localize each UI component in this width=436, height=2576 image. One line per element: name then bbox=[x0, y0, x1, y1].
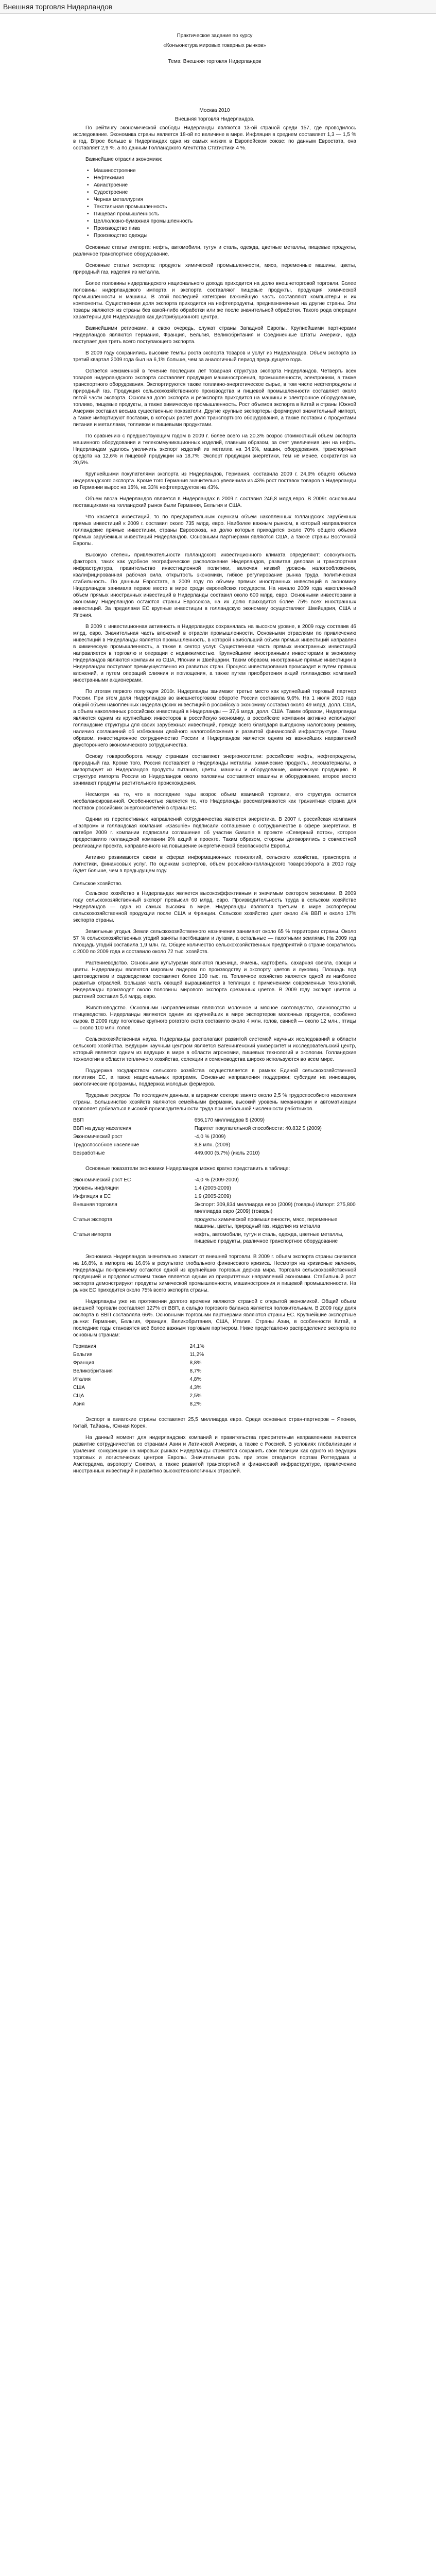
trade-row-label: Статьи импорта bbox=[73, 1232, 111, 1238]
paragraph: Земельные угодья. Земли сельскохозяйственного назначения занимают около 65 % территории страны. Около 57 % сельскохозяйственных угодий заняты пастбищами и лугами, а остальные — пахотными землями. На 2009 год площадь угодий составила 1,9 млн. га. Общее количество сельскохозяйственных предприятий в стране сократилось с 2000 по 2009 года и составило около 72 тыс. хозяйств. bbox=[73, 929, 356, 955]
partner-row-label: СЦА bbox=[73, 1393, 84, 1399]
industry-label: Производство пива bbox=[94, 226, 140, 231]
table-intro: Основные показатели экономики Нидерландов можно кратко представить в таблице: bbox=[85, 1166, 290, 1172]
industry-label: Целлюлозно-бумажная промышленность bbox=[94, 218, 193, 224]
stat-row-value: 656,170 миллиардов $ (2009) bbox=[194, 1117, 265, 1123]
trade-row-value: продукты химической промышленности, мясо, переменные машины, цветы, природный газ, изделия из металла bbox=[194, 1217, 338, 1229]
paragraph: Растениеводство. Основными культурами являются пшеница, ячмень, картофель, сахарная свекла, овощи и цветы. Нидерланды являются мировым лидером по производству и экспорту цветов и луковиц. Площадь под цветоводством и садоводством составляет более 100 тыс. га. Тепличное хозяйство является одной из наиболее развитых отраслей. Большая часть овощей выращивается в теплицах с применением современных технологий. Нидерланды производят около половины мирового экспорта срезанных цветов. В 2009 году экспорт цветов и растений составил 5,4 млрд. евро. bbox=[73, 960, 356, 999]
partner-row-value: 2,5% bbox=[189, 1393, 202, 1399]
trade-row-label: Внешняя торговля bbox=[73, 1202, 117, 1208]
paragraph: Поддержка государством сельского хозяйства осуществляется в рамках Единой сельскохозяйственной политики ЕС, а также национальных программ. Основные направления поддержки: субсидии на инновации, экологические программы, поддержка молодых фермеров. bbox=[73, 1068, 356, 1087]
partner-row bbox=[73, 1401, 356, 1409]
paragraph: Нидерланды уже на протяжении долгого времени являются страной с открытой экономикой. Общий объем внешней торговли составляет 127% от ВВП, а сальдо торгового баланса является положительным. В 2009 году доля экспорта в ВВП составляла 66%. Основными торговыми партнерами являются страны ЕС. Крупнейшие экспортные рынки: Германия, Бельгия, Франция, Великобритания, США, Италия. Страны Азии, в особенности Китай, в последние годы становятся всё более важным торговым партнером. Ниже представлено распределение экспорта по основным странам: bbox=[73, 1299, 356, 1338]
partner-row-value: 8,8% bbox=[189, 1360, 202, 1366]
paragraph: Несмотря на то, что в последние годы возрос объем взаимной торговли, его структура остается несбалансированной. Особенностью является то, что Нидерланды рассматриваются как транзитная страна для поставок российских энергоносителей в страны ЕС. bbox=[73, 792, 356, 811]
paragraph: Остается неизменной в течение последних лет товарная структура экспорта Нидерландов. Четверть всех товаров нидерландского экспорта составляет продукция машиностроения, промышленности, электроники, а также транспортного оборудования. Экспортируются также топливно-энергетическое сырье, в том числе нефтепродукты и природный газ. Продукция сельскохозяйственного производства и пищевой промышленности составляет около пятой части экспорта. Основная доля экспорта и реэкспорта приходится на машины и электронное оборудование, топливо, пищевые продукты, а также химическую промышленность. Рост объемов экспорта в Китай и страны Южной Америки составил весьма существенные показатели. Другие крупные экспортеры формируют значительный импорт, а также импортируют поставки, в которых растет доля транспортного оборудования, а также поставки с продуктами питания и металлами, топливом и пищевыми продуктами. bbox=[73, 368, 356, 428]
trade-row bbox=[73, 1185, 356, 1193]
partner-row-label: Германия bbox=[73, 1344, 96, 1349]
stat-row-label: Безработные bbox=[73, 1150, 105, 1156]
trade-row-label: Экономический рост ЕС bbox=[73, 1177, 131, 1183]
partner-row bbox=[73, 1384, 356, 1393]
paragraph: По сравнению с предшествующим годом в 2009 г. более всего на 20,3% возрос стоимостный объем экспорта машинного оборудования и телекоммуникационных изделий, главным образом, за счет увеличения цен на нефть. Нидерландам удалось увеличить экспорт изделий из металла на 34,9%, машин, оборудования, транспортных средств на 12,6% и пищевой продукции на 18,7%. Экспорт продукции энергетики, тем не менее, сократился на 20,5%. bbox=[73, 433, 356, 466]
industry-label: Текстильная промышленность bbox=[94, 204, 167, 210]
bullet-icon: • bbox=[87, 226, 89, 231]
trade-row-value: нефть, автомобили, тутун и сталь, одежда, цветные металлы, пищевые продукты, различное транспортное оборудование bbox=[194, 1232, 344, 1244]
trade-row-label: Уровень инфляции bbox=[73, 1185, 119, 1191]
stat-row bbox=[73, 1142, 356, 1150]
page-title: Внешняя торговля Нидерландов bbox=[3, 3, 113, 11]
bullet-icon: • bbox=[87, 211, 89, 217]
partner-row-label: Франция bbox=[73, 1360, 94, 1366]
bullet-icon: • bbox=[87, 175, 89, 181]
industry-item bbox=[87, 232, 356, 239]
bullet-icon: • bbox=[87, 233, 89, 239]
paragraph: Животноводство. Основными направлениями являются молочное и мясное скотоводство, свиноводство и птицеводство. Нидерланды являются одним из крупнейших в мире экспортеров молочных продуктов, особенно сыров. В 2009 году поголовье крупного рогатого скота составило около 4 млн. голов, свиней — около 12 млн., птицы — около 100 млн. голов. bbox=[73, 1005, 356, 1031]
industry-item bbox=[87, 175, 356, 181]
trade-row bbox=[73, 1193, 356, 1201]
title-block bbox=[73, 32, 356, 65]
intro-section bbox=[73, 125, 356, 163]
partner-row-label: Азия bbox=[73, 1401, 85, 1407]
trade-row bbox=[73, 1231, 356, 1246]
document-body bbox=[73, 32, 356, 1475]
trade-row-value: 1,4 (2005-2009) bbox=[194, 1185, 231, 1191]
trade-row bbox=[73, 1177, 356, 1185]
bullet-icon: • bbox=[87, 218, 89, 224]
stat-row-value: -4,0 % (2009) bbox=[194, 1134, 226, 1140]
industry-item bbox=[87, 218, 356, 225]
partner-row-label: Италия bbox=[73, 1377, 91, 1382]
trade-row-value: 1,9 (2005-2009) bbox=[194, 1194, 231, 1199]
trade-row bbox=[73, 1216, 356, 1231]
page-header bbox=[0, 0, 436, 14]
paragraph: Основные статьи экспорта: продукты химической промышленности, мясо, переменные машины, цветы, природный газ, изделия из металла. bbox=[73, 263, 356, 275]
paragraph: Экспорт в азиатские страны составляет 25,5 миллиарда евро. Среди основных стран-партнеров – Япония, Китай, Тайвань, Южная Корея. bbox=[73, 1417, 356, 1429]
document-subtitle: Внешняя торговля Нидерландов. bbox=[175, 116, 255, 122]
partner-row-label: США bbox=[73, 1385, 85, 1391]
partner-row bbox=[73, 1343, 356, 1351]
partner-row-value: 4,8% bbox=[189, 1377, 202, 1382]
industry-item bbox=[87, 182, 356, 189]
trade-table bbox=[73, 1177, 356, 1246]
paragraph: Сельскохозяйственная наука. Нидерланды располагают развитой системой научных исследований в области сельского хозяйства. Ведущим научным центром является Вагенингенский университет и исследовательский центр, который является одним из ведущих в мире в области агрономии, пищевых технологий и экологии. Голландские технологии в области тепличного хозяйства, селекции и семеноводства широко используются во всем мире. bbox=[73, 1037, 356, 1062]
trade-row-label: Инфляция в ЕС bbox=[73, 1194, 111, 1199]
agriculture-section bbox=[73, 890, 356, 1112]
partner-row bbox=[73, 1360, 356, 1368]
bullet-icon: • bbox=[87, 190, 89, 195]
bullet-icon: • bbox=[87, 168, 89, 174]
paragraph: Крупнейшими покупателями экспорта из Нидерландов, Германия, составила 2009 г. 24,9% общего объема нидерландского экспорта. Кроме того Германия значительно увеличила из 43% рост поставок товаров в Нидерланды из Германии вырос на 15%, на 33% нефтепродуктов на 43%. bbox=[73, 471, 356, 490]
paragraph: По итогам первого полугодия 2010г. Нидерланды занимают третье место как крупнейший торговый партнер России. При этом доля Нидерландов во внешнеторговом обороте России составила 9,6%. На 1 июля 2010 года общий объем накопленных нидерландских инвестиций в российскую экономику составил около 49 млрд. долл. США, а объем накопленных российских инвестиций в Нидерланды — 37,6 млрд. долл. США. Таким образом, Нидерланды являются одним из крупнейших инвесторов в российскую экономику, а российские компании активно используют голландские структуры для своих зарубежных инвестиций, прежде всего благодаря выгодному налоговому режиму, наличию соглашений об избежании двойного налогообложения и развитой финансовой инфраструктуре. Таким образом, инвестиционное сотрудничество России и Нидерландов является одним из важнейших направлений двустороннего экономического сотрудничества. bbox=[73, 689, 356, 748]
stat-row-label: ВВП на душу населения bbox=[73, 1126, 132, 1131]
agriculture-title: Сельское хозяйство. bbox=[73, 881, 123, 887]
stat-row-value: Паритет покупательной способности: 40.832 $ (2009) bbox=[194, 1126, 322, 1131]
paragraph: В 2009 г. инвестиционная активность в Нидерландах сохранялась на высоком уровне, в 2009 году составив 46 млрд. евро. Значительная часть вложений в отрасли промышленности. Основными отраслями по привлечению инвестиций в Нидерланды является промышленность, в которой наибольший объем прямых инвестиций направлен в химическую промышленность, а также в сектор услуг. Существенная часть прямых иностранных инвестиций направляется в торговлю и операции с недвижимостью. Крупнейшими иностранными инвесторами в экономику Нидерландов являются компании из США, Японии и Швейцарии. Таким образом, иностранные прямые инвестиции в Нидерландах поступают преимущественно из развитых стран. Процесс инвестирования происходит и путем прямых вложений, и путем операций слияния и поглощения, а также путем приобретения акций голландских компаний иностранными акционерами. bbox=[73, 624, 356, 683]
bullet-icon: • bbox=[87, 204, 89, 210]
paragraph: Одним из перспективных направлений сотрудничества является энергетика. В 2007 г. российская компания «Газпром» и голландская компания «Gasunie» подписали соглашение о сотрудничестве в сфере энергетики. В октябре 2009 г. компании подписали соглашение об участии Gasunie в проекте «Северный поток», которое предоставило голландской компании 9% акций в проекте. Таким образом, стороны договорились о совместной реализации проекта, направленного на повышение энергетической безопасности Европы. bbox=[73, 817, 356, 849]
trade-row-label: Статьи экспорта bbox=[73, 1217, 113, 1223]
assignment-line: Практическое задание по курсу bbox=[177, 33, 253, 39]
stat-row bbox=[73, 1125, 356, 1133]
stat-row bbox=[73, 1133, 356, 1142]
industry-item bbox=[87, 225, 356, 232]
industry-label: Нефтехимия bbox=[94, 175, 125, 181]
paragraph: Высокую степень привлекательности голландского инвестиционного климата определяют: совокупность факторов, таких как удобное географическое расположение Нидерландов, развитая деловая и транспортная инфраструктура, правительство инвестиционной политики, включая низкий уровень налогообложения, квалифицированная рабочая сила, открытость экономики, гибкое регулирование рынка труда, политическая стабильность. По данным Евростата, в 2009 году по объему прямых иностранных инвестиций в экономику Нидерландов занимала первое место в мире среди европейских государств. На начало 2009 года накопленный объем прямых иностранных инвестиций в Нидерланды составил около 600 млрд. евро. Основными инвесторами в экономику Нидерландов остаются страны Евросоюза, на их долю приходится более 75% всех иностранных инвестиций. За пределами ЕС крупные инвестиции в голландскую экономику осуществляют Швейцария, США и Япония. bbox=[73, 552, 356, 618]
paragraph: По рейтингу экономической свободы Нидерланды являются 13-ой страной среди 157, где проводилось исследование. Экономика страны является 18-ой по величине в мире. Инфляция в среднем составляет 1,3 — 1,5 % в год. Втрое больше в Нидерландах одна из самых низких в Европейском союзе: по данным Евростата, она составляет 2,9 %, а по данным Голландского Агентства Статистики 4 %. bbox=[73, 125, 356, 151]
paragraph: Что касается инвестиций, то по предварительным оценкам объем накопленных голландских зарубежных прямых инвестиций к 2009 г. составил около 735 млрд. евро. Наиболее важным рынком, в который направляются голландские прямые инвестиции, страны Евросоюза, на долю которых приходится около 70% общего объема прямых зарубежных инвестиций Нидерландов. Основными партнерами являются США, а также страны Восточной Европы. bbox=[73, 514, 356, 547]
partner-row-value: 11,2% bbox=[189, 1352, 204, 1358]
industry-label: Авиастроение bbox=[94, 182, 128, 188]
partners-table bbox=[73, 1343, 356, 1409]
stat-row-value: 8,8 млн. (2009) bbox=[194, 1142, 231, 1148]
trade-row-value: -4,0 % (2009-2009) bbox=[194, 1177, 239, 1183]
stats-table bbox=[73, 1117, 356, 1158]
trade-text-section bbox=[73, 1253, 356, 1338]
paragraph: Более половины нидерландского национального дохода приходится на долю внешнеторговой торговли. Более половины нидерландского импорта и экспорта составляют пищевые продукты, продукция химической промышленности и машины. В этой последней категории важнейшую часть составляют компьютеры и их компоненты. Существенная доля экспорта приходится на нефтепродукты, предназначенные на другие страны. Эти товары являются из страны без какой-либо обработки или же после значительной обработки. Такого рода операции характерны для Нидерландов как дистрибуционного центра. bbox=[73, 281, 356, 320]
industry-label: Машиностроение bbox=[94, 168, 136, 174]
paragraph: Активно развиваются связи в сферах информационных технологий, сельского хозяйства, транспорта и логистики, финансовых услуг. По оценкам экспертов, объем российско-голландского товарооборота в 2010 году будет больше, чем в предыдущем году. bbox=[73, 855, 356, 874]
partner-row bbox=[73, 1376, 356, 1384]
industry-item bbox=[87, 204, 356, 210]
partner-row bbox=[73, 1393, 356, 1401]
stat-row-label: ВВП bbox=[73, 1117, 84, 1123]
partner-row bbox=[73, 1351, 356, 1360]
partner-row-value: 8,7% bbox=[189, 1368, 202, 1374]
stat-row bbox=[73, 1117, 356, 1125]
partner-row-value: 24,1% bbox=[189, 1344, 204, 1349]
paragraph: Основу товарооборота между странами составляют энергоносители: российские нефть, нефтепродукты, природный газ. Кроме того, Россия поставляет в Нидерланды металлы, химические продукты, лесоматериалы, а импортирует из Нидерландов продукты питания, цветы, машины и оборудование, химическую продукцию. В структуре импорта России из Нидерландов около половины составляют машины и оборудование, второе место занимают продукты растительного происхождения. bbox=[73, 754, 356, 786]
paragraph: Важнейшими регионами, в свою очередь, служат страны Западной Европы. Крупнейшими партнерами Нидерландов являются Германия, Франция, Бельгия, Великобритания и Соединенные Штаты Америки, куда поступает дня треть всего поступающего экспорта. bbox=[73, 326, 356, 345]
stat-row bbox=[73, 1150, 356, 1158]
industry-item bbox=[87, 189, 356, 196]
industry-item bbox=[87, 167, 356, 174]
paragraph: Важнейшие отрасли экономики: bbox=[85, 157, 163, 162]
stat-row-value: 449.000 (5.7%) (июль 2010) bbox=[194, 1150, 260, 1156]
spacer bbox=[73, 71, 356, 107]
industry-label: Пищевая промышленность bbox=[94, 211, 159, 217]
industry-label: Производство одежды bbox=[94, 233, 148, 239]
paragraph: Сельское хозяйство в Нидерландах является высокоэффективным и значимым сектором экономики. В 2009 году сельскохозяйственный экспорт превысил 60 млрд. евро. Производительность труда в сельском хозяйстве Нидерландов — одна из самых высоких в мире. Нидерланды являются третьим в мире экспортером сельскохозяйственной продукции после США и Франции. Сельское хозяйство дает около 4% ВВП и около 17% экспорта страны. bbox=[73, 891, 356, 923]
partner-row-value: 4,3% bbox=[189, 1385, 202, 1391]
bullet-icon: • bbox=[87, 182, 89, 188]
bullet-icon: • bbox=[87, 197, 89, 202]
main-text-section bbox=[73, 244, 356, 874]
industry-item bbox=[87, 211, 356, 217]
paragraph: Объем ввоза Нидерландов является в Нидерландах в 2009 г. составил 246,8 млрд.евро. В 2009г. основными поставщиками на голландский рынок были Германия, Бельгия и США. bbox=[73, 496, 356, 509]
stat-row-label: Экономический рост bbox=[73, 1134, 123, 1140]
trade-row-value: Экспорт: 309,834 миллиарда евро (2009) (товары) Импорт: 275,800 миллиарда евро (2009) (товары) bbox=[194, 1202, 356, 1214]
industry-label: Судостроение bbox=[94, 190, 128, 195]
paragraph: Основные статьи импорта: нефть, автомобили, тутун и сталь, одежда, цветные металлы, пищевые продукты, различное транспортное оборудование. bbox=[73, 245, 356, 257]
partner-row-label: Великобритания bbox=[73, 1368, 113, 1374]
trade-row bbox=[73, 1201, 356, 1216]
stat-row-label: Трудоспособное население bbox=[73, 1142, 139, 1148]
paragraph: Экономика Нидерландов значительно зависит от внешней торговли. В 2009 г. объем экспорта страны снизился на 16,8%, а импорта на 16,6% в результате глобального финансового кризиса. Несмотря на кризисные явления, Нидерланды по-прежнему остаются одной из крупнейших торговых держав мира. Торговля сельскохозяйственной продукцией и продовольствием также является одним из приоритетных направлений экономики. Стабильный рост экспорта демонстрируют продукты химической промышленности, машиностроения и пищевой промышленности. На рынок ЕС приходится около 75% всего экспорта страны. bbox=[73, 1254, 356, 1293]
industries-list bbox=[73, 167, 356, 239]
closing-section bbox=[73, 1416, 356, 1475]
course-name: «Конъюнктура мировых товарных рынков» bbox=[163, 43, 266, 48]
partner-row bbox=[73, 1368, 356, 1376]
paragraph: На данный момент для нидерландских компаний и правительства приоритетным направлением является развитие сотрудничества со странами Азии и Латинской Америки, а также с Россией. В условиях глобализации и усиления конкуренции на мировых рынках Нидерланды стремятся сохранить свои позиции как одного из ведущих торговых и логистических центров Европы. Значительная роль при этом отводится портам Роттердама и Амстердама, аэропорту Схипхол, а также развитой транспортной и финансовой инфраструктуре, привлечению иностранных инвестиций и развитию высокотехнологичных отраслей. bbox=[73, 1435, 356, 1474]
partner-row-label: Бельгия bbox=[73, 1352, 93, 1358]
partner-row-value: 8,2% bbox=[189, 1401, 202, 1407]
industry-item bbox=[87, 196, 356, 203]
paragraph: В 2009 году сохранились высокие темпы роста экспорта товаров и услуг из Нидерландов. Объем экспорта за третий квартал 2009 года был на 6,1% больше, чем за аналогичный период предыдущего года. bbox=[73, 350, 356, 363]
city-year: Москва 2010 bbox=[199, 108, 230, 113]
paragraph: Трудовые ресурсы. По последним данным, в аграрном секторе занято около 2,5 % трудоспособного населения страны. Большинство хозяйств являются семейными фермами, высокий уровень механизации и автоматизации позволяет добиваться высокой производительности труда при небольшой численности работников. bbox=[73, 1093, 356, 1112]
theme-line: Тема: Внешняя торговля Нидерландов bbox=[168, 59, 261, 64]
industry-label: Черная металлургия bbox=[94, 197, 143, 202]
